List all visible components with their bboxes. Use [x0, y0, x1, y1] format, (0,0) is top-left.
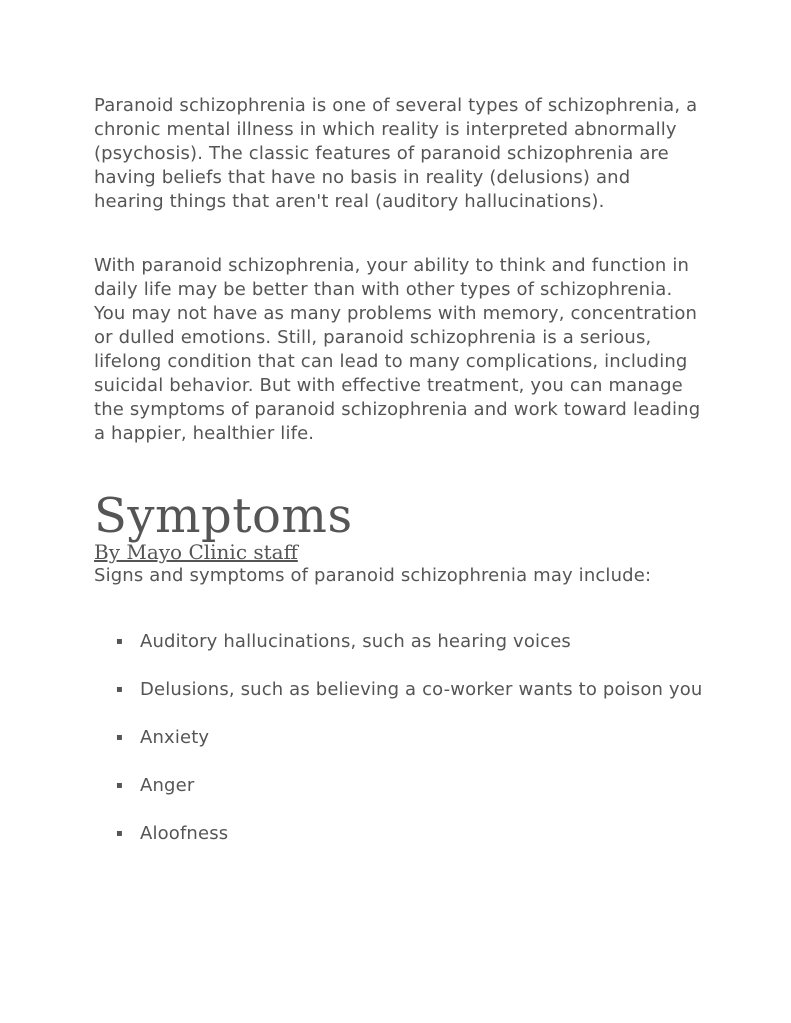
list-item-text: Anxiety — [140, 727, 210, 748]
square-bullet-icon: ▪ — [116, 732, 123, 743]
list-item — [94, 774, 704, 798]
list-item-text: Anger — [140, 775, 195, 796]
square-bullet-icon: ▪ — [116, 828, 123, 839]
list-item-text: Auditory hallucinations, such as hearing voices — [140, 631, 571, 652]
intro-paragraph: Paranoid schizophrenia is one of several types of schizophrenia, a chronic mental illness in which reality is interpreted abnormally (psychosis). The classic features of paranoid schizophrenia are having beliefs that have no basis in reality (delusions) and hearing things that aren't real (auditory hallucinations). — [94, 95, 698, 212]
list-item-text: Aloofness — [140, 823, 229, 844]
function-paragraph: With paranoid schizophrenia, your ability to think and function in daily life may be better than with other types of schizophrenia. You may not have as many problems with memory, concentration or dulled emotions. Still, paranoid schizophrenia is a serious, lifelong condition that can lead to many complications, including suicidal behavior. But with effective treatment, you can manage the symptoms of paranoid schizophrenia and work toward leading a happier, healthier life. — [94, 255, 701, 444]
square-bullet-icon: ▪ — [116, 636, 123, 647]
symptoms-heading: Symptoms — [94, 488, 353, 544]
list-item-text: Delusions, such as believing a co-worker wants to poison you — [140, 679, 703, 700]
square-bullet-icon: ▪ — [116, 684, 123, 695]
article-content — [94, 94, 704, 870]
list-item — [94, 822, 704, 846]
byline-link[interactable]: By Mayo Clinic staff — [94, 540, 298, 564]
square-bullet-icon: ▪ — [116, 780, 123, 791]
list-item — [94, 678, 704, 702]
list-item — [94, 726, 704, 750]
symptom-list — [94, 630, 704, 846]
symptoms-intro: Signs and symptoms of paranoid schizophrenia may include: — [94, 565, 652, 586]
list-item — [94, 630, 704, 654]
